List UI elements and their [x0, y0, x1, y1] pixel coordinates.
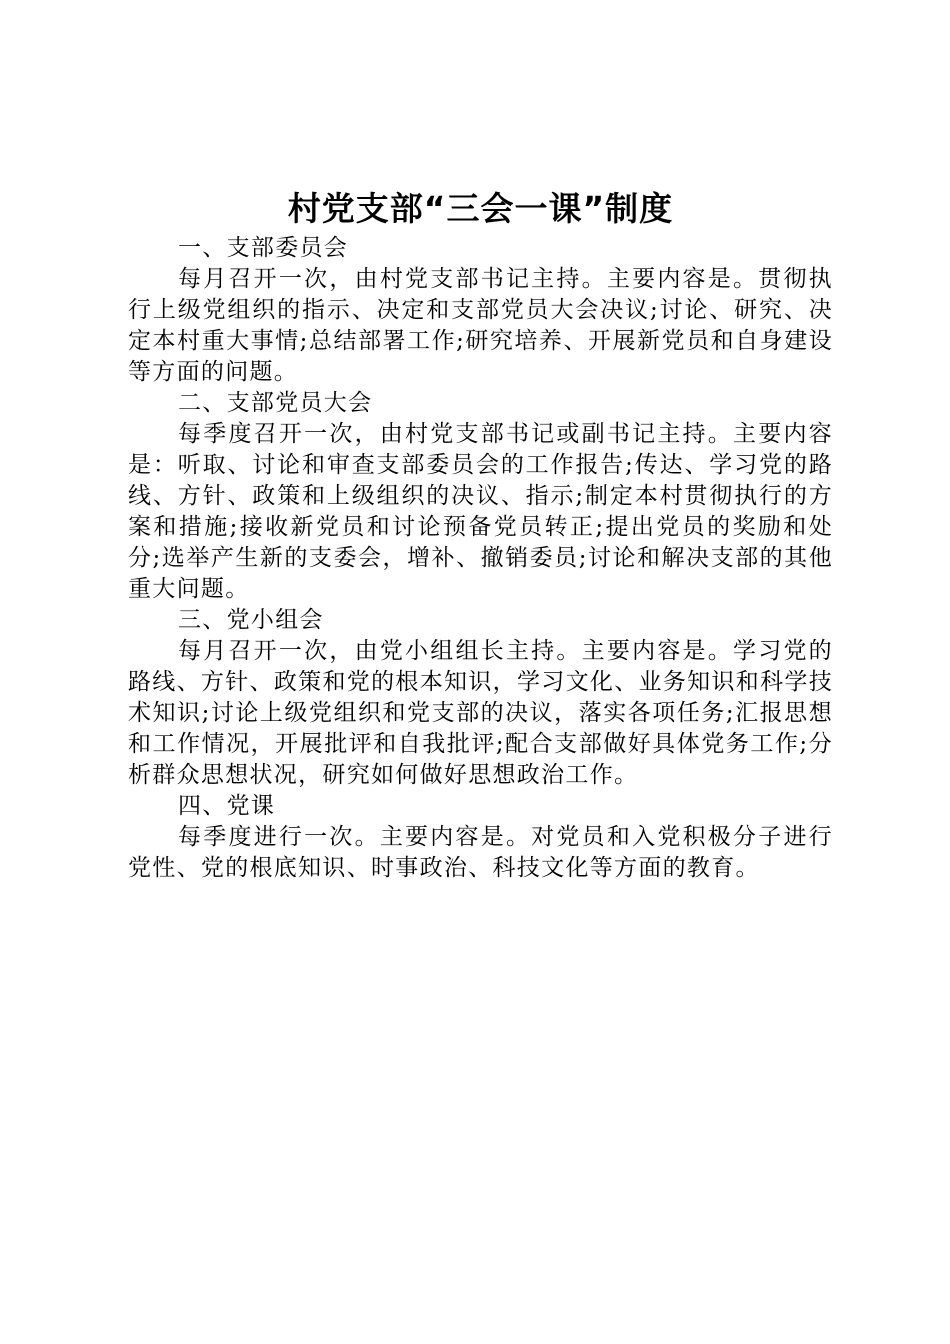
- section-body: 每季度进行一次。主要内容是。对党员和入党积极分子进行党性、党的根底知识、时事政治、科技文化等方面的教育。: [128, 824, 833, 881]
- section-heading: 二、支部党员大会: [178, 390, 373, 416]
- section-body: 每月召开一次，由村党支部书记主持。主要内容是。贯彻执行上级党组织的指示、决定和支部党员大会决议;讨论、研究、决定本村重大事情;总结部署工作;研究培养、开展新党员和自身建设等方面的问题。: [128, 266, 833, 385]
- section-party-lecture: [128, 791, 833, 884]
- section-heading: 三、党小组会: [178, 607, 324, 633]
- document-page: [128, 185, 833, 884]
- section-heading: 一、支部委员会: [178, 235, 349, 261]
- section-member-assembly: [128, 388, 833, 605]
- section-body: 每季度召开一次，由村党支部书记或副书记主持。主要内容是：听取、讨论和审查支部委员会的工作报告;传达、学习党的路线、方针、政策和上级组织的决议、指示;制定本村贯彻执行的方案和措施;接收新党员和讨论预备党员转正;提出党员的奖励和处分;选举产生新的支委会，增补、撤销委员;讨论和解决支部的其他重大问题。: [128, 421, 833, 602]
- document-title: 村党支部“三会一课”制度: [287, 189, 674, 228]
- section-heading: 四、党课: [178, 793, 276, 819]
- section-party-group: [128, 605, 833, 791]
- section-branch-committee: [128, 233, 833, 388]
- section-body: 每月召开一次，由党小组组长主持。主要内容是。学习党的路线、方针、政策和党的根本知识，学习文化、业务知识和科学技术知识;讨论上级党组织和党支部的决议，落实各项任务;汇报思想和工作情况，开展批评和自我批评;配合支部做好具体党务工作;分析群众思想状况，研究如何做好思想政治工作。: [128, 638, 833, 788]
